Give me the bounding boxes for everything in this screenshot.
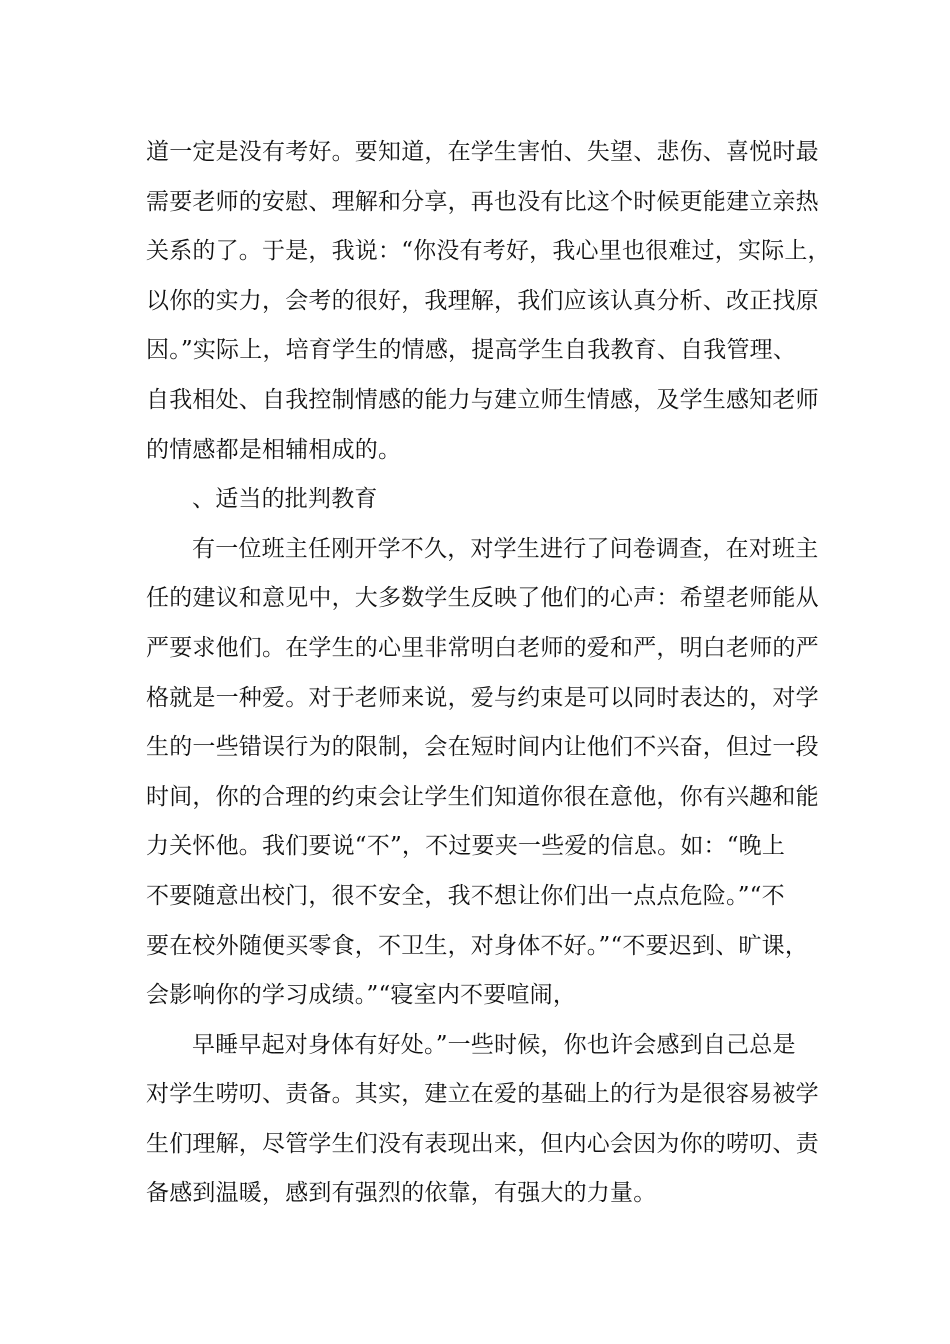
text-line: 以你的实力，会考的很好，我理解，我们应该认真分析、改正找原 — [146, 287, 819, 314]
text-line: 有一位班主任刚开学不久，对学生进行了问卷调查，在对班主 — [192, 535, 819, 562]
text-line: 力关怀他。我们要说“不”，不过要夹一些爱的信息。如：“晚上 — [146, 833, 786, 860]
text-line: 严要求他们。在学生的心里非常明白老师的爱和严，明白老师的严 — [146, 634, 819, 661]
text-line: 会影响你的学习成绩。”“寝室内不要喧闹， — [146, 982, 577, 1009]
text-line: 的情感都是相辅相成的。 — [146, 436, 402, 463]
text-line: 需要老师的安慰、理解和分享，再也没有比这个时候更能建立亲热 — [146, 188, 819, 215]
text-line: 生的一些错误行为的限制，会在短时间内让他们不兴奋，但过一段 — [146, 734, 819, 761]
text-line: 要在校外随便买零食，不卫生，对身体不好。”“不要迟到、旷课， — [146, 932, 809, 959]
text-line: 格就是一种爱。对于老师来说，爱与约束是可以同时表达的，对学 — [146, 684, 819, 711]
text-line: 时间，你的合理的约束会让学生们知道你很在意他，你有兴趣和能 — [146, 783, 819, 810]
text-line: 对学生唠叨、责备。其实，建立在爱的基础上的行为是很容易被学 — [146, 1081, 819, 1108]
text-line: 、适当的批判教育 — [192, 486, 378, 513]
text-line: 早睡早起对身体有好处。”一些时候，你也许会感到自己总是 — [192, 1031, 796, 1058]
text-line: 自我相处、自我控制情感的能力与建立师生情感，及学生感知老师 — [146, 386, 819, 413]
text-line: 不要随意出校门，很不安全，我不想让你们出一点点危险。”“不 — [146, 882, 785, 909]
body-text — [146, 128, 831, 1219]
text-line: 任的建议和意见中，大多数学生反映了他们的心声：希望老师能从 — [146, 585, 819, 612]
text-line: 道一定是没有考好。要知道，在学生害怕、失望、悲伤、喜悦时最 — [146, 139, 819, 165]
text-line: 关系的了。于是，我说：“你没有考好，我心里也很难过，实际上， — [146, 238, 831, 265]
text-line: 备感到温暖，感到有强烈的依靠，有强大的力量。 — [146, 1180, 657, 1207]
text-line: 因。”实际上，培育学生的情感，提高学生自我教育、自我管理、 — [146, 337, 797, 364]
text-line: 生们理解，尽管学生们没有表现出来，但内心会因为你的唠叨、责 — [146, 1130, 819, 1157]
